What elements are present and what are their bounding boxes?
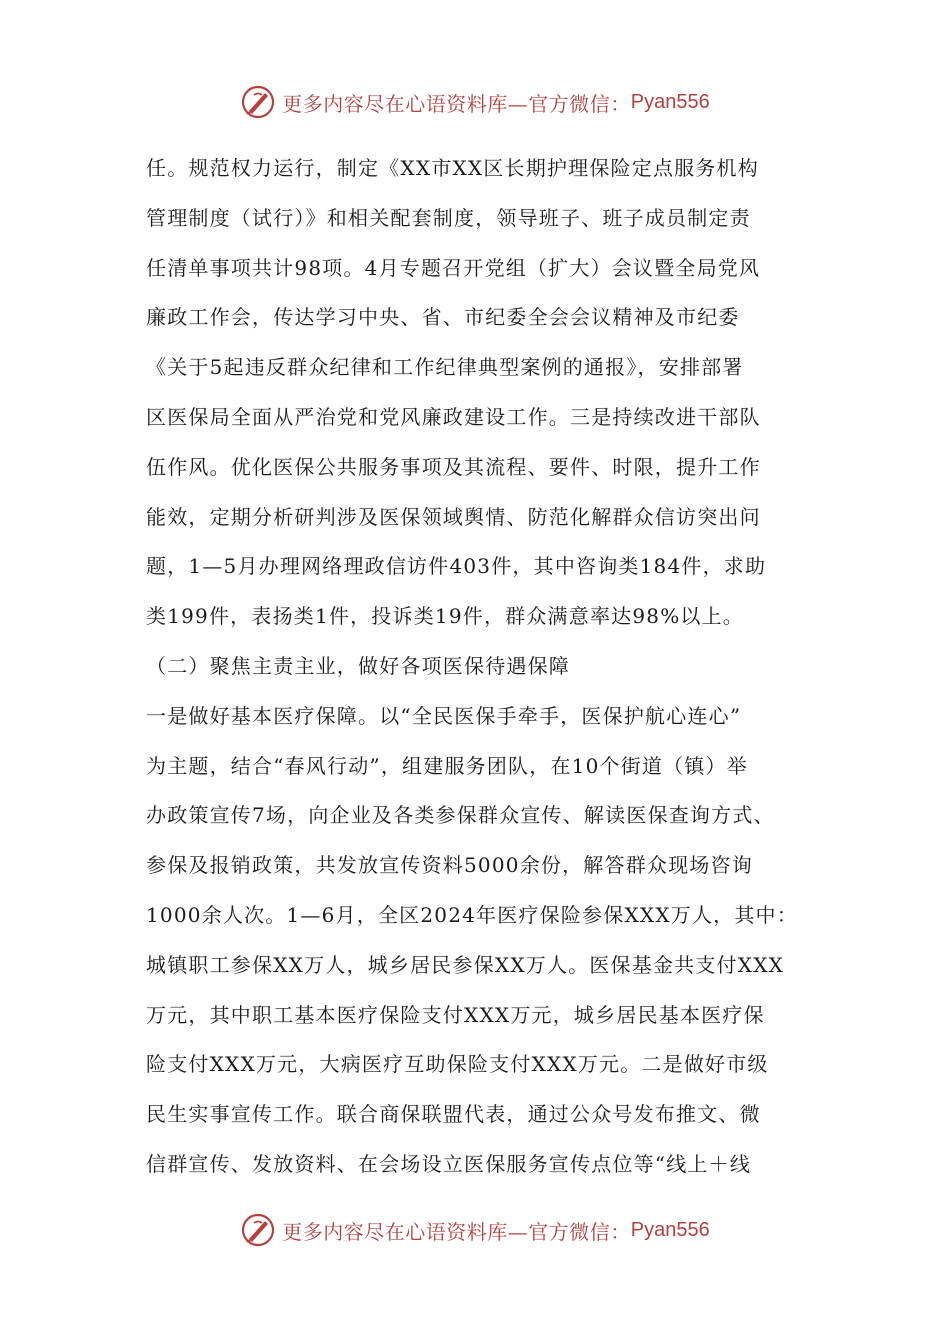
body-line: 《关于5起违反群众纪律和工作纪律典型案例的通报》，安排部署	[146, 355, 744, 380]
body-line: 能效，定期分析研判涉及医保领域舆情、防范化解群众信访突出问	[146, 504, 761, 529]
body-line: 险支付XXX万元，大病医疗互助保险支付XXX万元。二是做好市级	[146, 1052, 769, 1077]
body-line: 为主题，结合“春风行动”，组建服务团队，在10个街道（镇）举	[146, 753, 748, 778]
pen-logo-icon	[240, 1212, 276, 1248]
body-line: 一是做好基本医疗保障。以“全民医保手牵手，医保护航心连心”	[146, 703, 742, 728]
body-line: 参保及报销政策，共发放宣传资料5000余份，解答群众现场咨询	[146, 853, 753, 878]
body-line: 任。规范权力运行，制定《XX市XX区长期护理保险定点服务机构	[146, 156, 759, 180]
header-banner	[0, 82, 950, 122]
body-line: 类199件，表扬类1件，投诉类19件，群众满意率达98%以上。	[146, 604, 745, 629]
body-line: 伍作风。优化医保公共服务事项及其流程、要件、时限，提升工作	[146, 454, 761, 479]
pen-logo-icon	[240, 84, 276, 120]
body-line: 办政策宣传7场，向企业及各类参保群众宣传、解读医保查询方式、	[146, 803, 775, 828]
body-line: 廉政工作会，传达学习中央、省、市纪委全会会议精神及市纪委	[146, 305, 740, 330]
body-line: 1000余人次。1—6月，全区2024年医疗保险参保XXX万人，其中：	[146, 902, 798, 927]
footer-banner	[0, 1210, 950, 1250]
body-line: 万元，其中职工基本医疗保险支付XXX万元，城乡居民基本医疗保	[146, 1002, 765, 1027]
footer-banner-text: 更多内容尽在心语资料库—官方微信：	[282, 1219, 631, 1244]
header-banner-wechat-id: Pyan556	[630, 90, 710, 113]
footer-banner-wechat-id: Pyan556	[630, 1218, 710, 1241]
body-line: 民生实事宣传工作。联合商保联盟代表，通过公众号发布推文、微	[146, 1102, 761, 1127]
section-heading: （二）聚焦主责主业，做好各项医保待遇保障	[146, 653, 570, 678]
body-line: 管理制度（试行）》和相关配套制度，领导班子、班子成员制定责	[146, 205, 751, 230]
body-line: 城镇职工参保XX万人，城乡居民参保XX万人。医保基金共支付XXX	[146, 952, 785, 977]
body-line: 信群宣传、发放资料、在会场设立医保服务宣传点位等“线上＋线	[146, 1151, 752, 1176]
header-banner-text: 更多内容尽在心语资料库—官方微信：	[282, 91, 631, 116]
body-line: 任清单事项共计98项。4月专题召开党组（扩大）会议暨全局党风	[146, 255, 761, 280]
body-line: 题，1—5月办理网络理政信访件403件，其中咨询类184件，求助	[146, 554, 767, 579]
document-body	[146, 148, 826, 1194]
body-line: 区医保局全面从严治党和党风廉政建设工作。三是持续改进干部队	[146, 404, 761, 429]
